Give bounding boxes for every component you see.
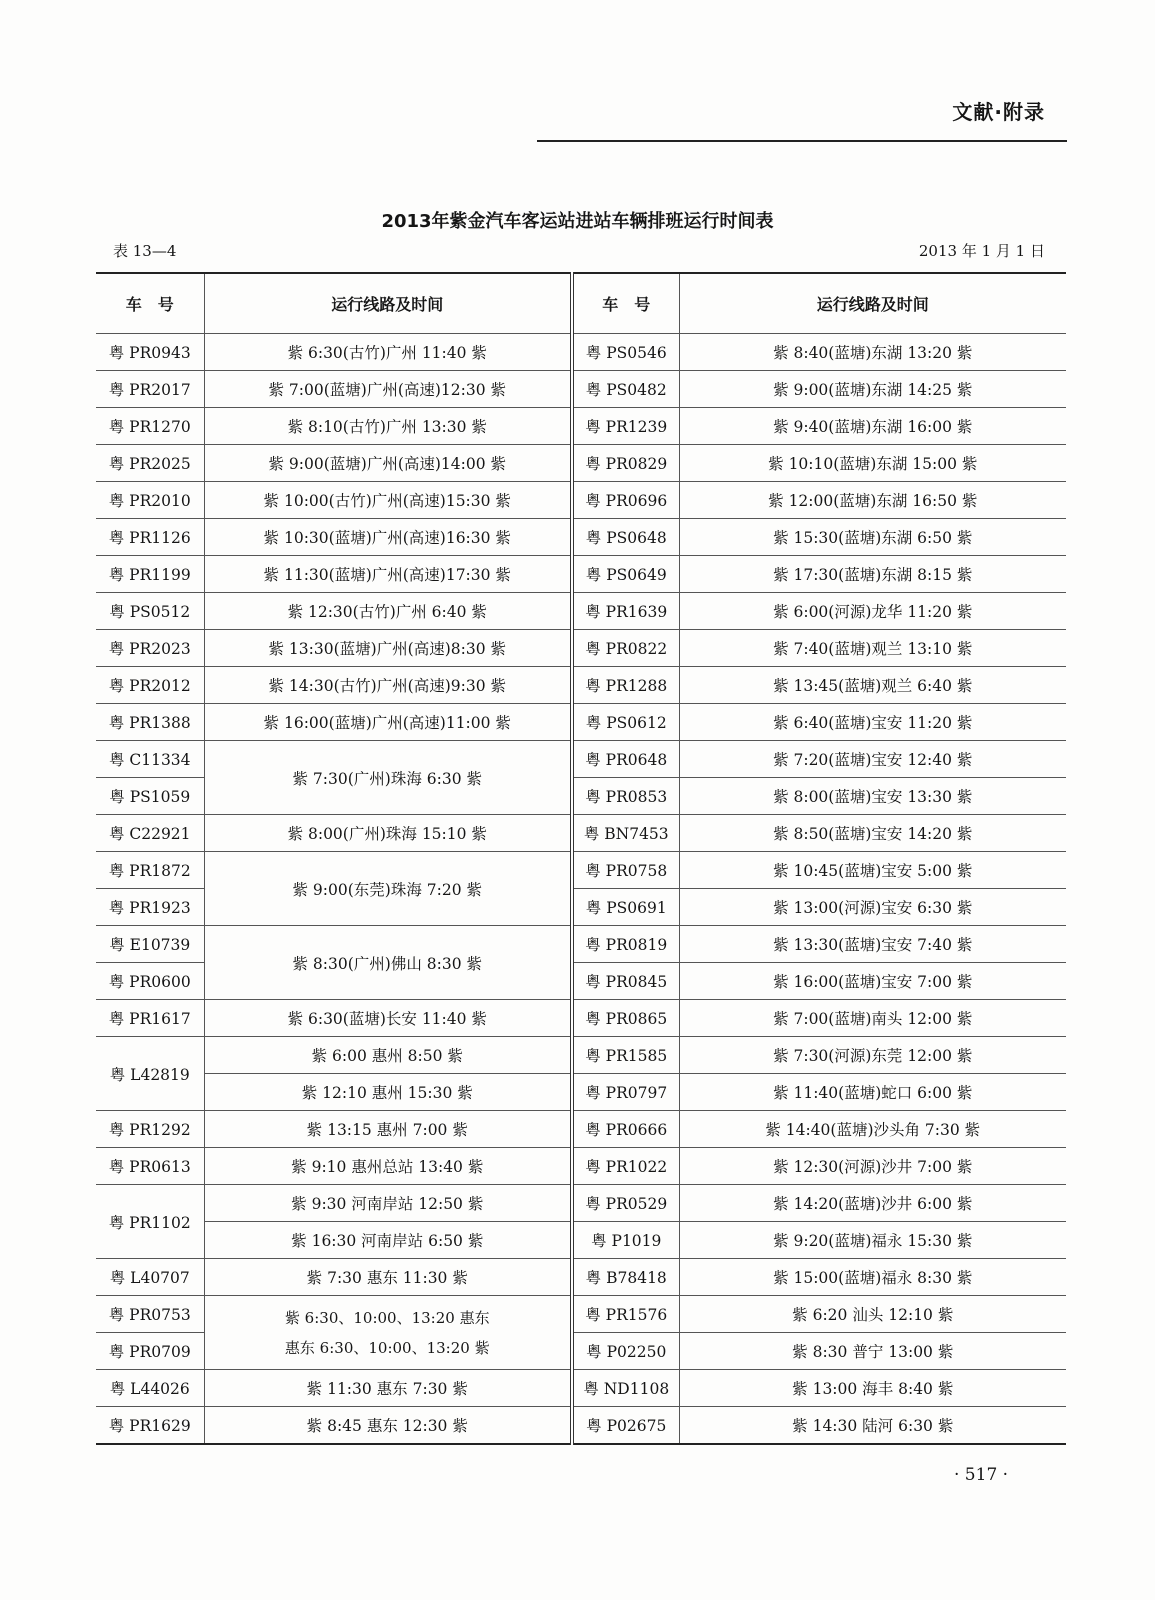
route-cell: 紫 14:20(蓝塘)沙井 6:00 紫 [679,1185,1066,1222]
table-row [96,704,1066,741]
plate-cell: 粤 PR0853 [572,778,679,815]
plate-cell: 粤 PS0648 [572,519,679,556]
table-row [96,556,1066,593]
plate-cell: 粤 PR0753 [96,1296,204,1333]
plate-cell: 粤 PR1199 [96,556,204,593]
plate-cell: 粤 PS1059 [96,778,204,815]
table-row [96,741,1066,778]
route-cell: 紫 10:00(古竹)广州(高速)15:30 紫 [204,482,572,519]
route-cell: 紫 8:40(蓝塘)东湖 13:20 紫 [679,334,1066,371]
route-cell: 紫 14:30 陆河 6:30 紫 [679,1407,1066,1445]
plate-cell: 粤 PR2025 [96,445,204,482]
plate-cell: 粤 C22921 [96,815,204,852]
route-cell: 紫 13:45(蓝塘)观兰 6:40 紫 [679,667,1066,704]
table-row [96,1037,1066,1074]
route-line: 紫 6:30、10:00、13:20 惠东 [284,1308,490,1327]
route-line: 惠东 6:30、10:00、13:20 紫 [284,1338,490,1357]
route-cell: 紫 12:10 惠州 15:30 紫 [204,1074,572,1111]
route-cell: 紫 9:00(蓝塘)东湖 14:25 紫 [679,371,1066,408]
route-cell: 紫 16:00(蓝塘)广州(高速)11:00 紫 [204,704,572,741]
plate-cell: 粤 PR1639 [572,593,679,630]
route-cell: 紫 7:30 惠东 11:30 紫 [204,1259,572,1296]
route-cell: 紫 15:30(蓝塘)东湖 6:50 紫 [679,519,1066,556]
route-cell: 紫 6:30(蓝塘)长安 11:40 紫 [204,1000,572,1037]
route-cell: 紫 8:00(蓝塘)宝安 13:30 紫 [679,778,1066,815]
table-row [96,1222,1066,1259]
route-cell: 紫 15:00(蓝塘)福永 8:30 紫 [679,1259,1066,1296]
plate-cell: 粤 PR1585 [572,1037,679,1074]
plate-cell: 粤 PS0691 [572,889,679,926]
plate-cell: 粤 PR0845 [572,963,679,1000]
route-cell: 紫 8:00(广州)珠海 15:10 紫 [204,815,572,852]
plate-cell: 粤 P1019 [572,1222,679,1259]
plate-cell: 粤 PR0648 [572,741,679,778]
route-cell: 紫 14:30(古竹)广州(高速)9:30 紫 [204,667,572,704]
plate-cell: 粤 L42819 [96,1037,204,1111]
plate-cell: 粤 PR1102 [96,1185,204,1259]
table-row [96,1407,1066,1445]
plate-cell: 粤 PR1617 [96,1000,204,1037]
route-cell: 紫 6:40(蓝塘)宝安 11:20 紫 [679,704,1066,741]
plate-cell: 粤 P02250 [572,1333,679,1370]
plate-cell: 粤 PR1388 [96,704,204,741]
plate-cell: 粤 PR0758 [572,852,679,889]
plate-cell: 粤 PR1292 [96,1111,204,1148]
route-cell: 紫 7:30(广州)珠海 6:30 紫 [204,741,572,815]
route-cell: 紫 7:00(蓝塘)广州(高速)12:30 紫 [204,371,572,408]
plate-cell: 粤 PR1923 [96,889,204,926]
route-cell: 紫 13:30(蓝塘)广州(高速)8:30 紫 [204,630,572,667]
table-row [96,1259,1066,1296]
route-cell: 紫 10:30(蓝塘)广州(高速)16:30 紫 [204,519,572,556]
route-cell: 紫 7:30(河源)东莞 12:00 紫 [679,1037,1066,1074]
plate-cell: 粤 PR1022 [572,1148,679,1185]
route-cell: 紫 14:40(蓝塘)沙头角 7:30 紫 [679,1111,1066,1148]
table-row [96,815,1066,852]
route-cell: 紫 12:30(河源)沙井 7:00 紫 [679,1148,1066,1185]
plate-cell: 粤 PR0797 [572,1074,679,1111]
route-cell: 紫 13:00 海丰 8:40 紫 [679,1370,1066,1407]
route-cell: 紫 8:45 惠东 12:30 紫 [204,1407,572,1445]
plate-cell: 粤 PS0512 [96,593,204,630]
plate-cell: 粤 PR0666 [572,1111,679,1148]
plate-cell: 粤 PR2010 [96,482,204,519]
plate-cell: 粤 PR1270 [96,408,204,445]
route-cell: 紫 12:00(蓝塘)东湖 16:50 紫 [679,482,1066,519]
table-row [96,1370,1066,1407]
table-row [96,593,1066,630]
plate-header: 车 号 [96,273,204,334]
plate-cell: 粤 PR0829 [572,445,679,482]
route-cell: 紫 11:40(蓝塘)蛇口 6:00 紫 [679,1074,1066,1111]
plate-cell: 粤 PR2023 [96,630,204,667]
plate-cell: 粤 PR0943 [96,334,204,371]
table-date: 2013 年 1 月 1 日 [918,242,1045,260]
route-cell: 紫 13:00(河源)宝安 6:30 紫 [679,889,1066,926]
route-cell: 紫 7:20(蓝塘)宝安 12:40 紫 [679,741,1066,778]
route-cell: 紫 8:30 普宁 13:00 紫 [679,1333,1066,1370]
route-cell: 紫 9:20(蓝塘)福永 15:30 紫 [679,1222,1066,1259]
table-row [96,334,1066,371]
header-row [96,273,1066,334]
route-cell: 紫 8:10(古竹)广州 13:30 紫 [204,408,572,445]
plate-cell: 粤 PS0482 [572,371,679,408]
plate-cell: 粤 PR2012 [96,667,204,704]
route-cell: 紫 6:00 惠州 8:50 紫 [204,1037,572,1074]
table-row [96,667,1066,704]
plate-cell: 粤 PR0696 [572,482,679,519]
plate-cell: 粤 PR0822 [572,630,679,667]
route-cell: 紫 16:00(蓝塘)宝安 7:00 紫 [679,963,1066,1000]
plate-cell: 粤 PS0612 [572,704,679,741]
table-row [96,1148,1066,1185]
table-number: 表 13—4 [113,242,177,260]
section-header: 文献·附录 [952,100,1045,124]
table-row [96,852,1066,889]
plate-cell: 粤 PR1288 [572,667,679,704]
route-cell: 紫 13:30(蓝塘)宝安 7:40 紫 [679,926,1066,963]
table-row [96,519,1066,556]
route-cell: 紫 6:30(古竹)广州 11:40 紫 [204,334,572,371]
table-row [96,445,1066,482]
table-row [96,482,1066,519]
plate-cell: 粤 PR1126 [96,519,204,556]
route-cell: 紫 8:30(广州)佛山 8:30 紫 [204,926,572,1000]
plate-cell: 粤 PR0529 [572,1185,679,1222]
route-header: 运行线路及时间 [679,273,1066,334]
table-row [96,371,1066,408]
plate-cell: 粤 BN7453 [572,815,679,852]
table-row [96,1000,1066,1037]
table-title: 2013年紫金汽车客运站进站车辆排班运行时间表 [381,211,774,232]
plate-cell: 粤 L44026 [96,1370,204,1407]
route-header: 运行线路及时间 [204,273,572,334]
route-cell: 紫 11:30 惠东 7:30 紫 [204,1370,572,1407]
table-row [96,630,1066,667]
plate-cell: 粤 PR0709 [96,1333,204,1370]
plate-cell: 粤 PS0546 [572,334,679,371]
plate-cell: 粤 PR1872 [96,852,204,889]
route-cell: 紫 10:10(蓝塘)东湖 15:00 紫 [679,445,1066,482]
plate-cell: 粤 L40707 [96,1259,204,1296]
plate-cell: 粤 PR2017 [96,371,204,408]
plate-cell: 粤 PR0613 [96,1148,204,1185]
route-cell: 紫 16:30 河南岸站 6:50 紫 [204,1222,572,1259]
header-rule [537,140,1067,142]
route-cell: 紫 6:00(河源)龙华 11:20 紫 [679,593,1066,630]
route-cell: 紫 10:45(蓝塘)宝安 5:00 紫 [679,852,1066,889]
plate-cell: 粤 PR1629 [96,1407,204,1445]
table-row [96,408,1066,445]
table-row [96,1111,1066,1148]
table-row [96,926,1066,963]
route-cell: 紫 9:10 惠州总站 13:40 紫 [204,1148,572,1185]
plate-cell: 粤 B78418 [572,1259,679,1296]
plate-cell: 粤 PR1576 [572,1296,679,1333]
route-cell: 紫 9:30 河南岸站 12:50 紫 [204,1185,572,1222]
plate-cell: 粤 P02675 [572,1407,679,1445]
schedule-table [96,272,1066,1445]
plate-cell: 粤 PR1239 [572,408,679,445]
route-cell: 紫 12:30(古竹)广州 6:40 紫 [204,593,572,630]
plate-cell: 粤 E10739 [96,926,204,963]
route-cell: 紫 13:15 惠州 7:00 紫 [204,1111,572,1148]
route-cell: 紫 17:30(蓝塘)东湖 8:15 紫 [679,556,1066,593]
table-row [96,1074,1066,1111]
plate-cell: 粤 PR0865 [572,1000,679,1037]
plate-cell: 粤 PR0600 [96,963,204,1000]
route-cell: 紫 6:20 汕头 12:10 紫 [679,1296,1066,1333]
page-number: · 517 · [954,1465,1009,1485]
route-cell: 紫 9:40(蓝塘)东湖 16:00 紫 [679,408,1066,445]
table-row [96,1185,1066,1222]
route-cell: 紫 7:40(蓝塘)观兰 13:10 紫 [679,630,1066,667]
plate-cell: 粤 PR0819 [572,926,679,963]
route-cell: 紫 7:00(蓝塘)南头 12:00 紫 [679,1000,1066,1037]
route-cell: 紫 11:30(蓝塘)广州(高速)17:30 紫 [204,556,572,593]
plate-cell: 粤 PS0649 [572,556,679,593]
plate-header: 车 号 [572,273,679,334]
plate-cell: 粤 C11334 [96,741,204,778]
plate-cell: 粤 ND1108 [572,1370,679,1407]
route-cell: 紫 9:00(东莞)珠海 7:20 紫 [204,852,572,926]
route-cell: 紫 9:00(蓝塘)广州(高速)14:00 紫 [204,445,572,482]
route-cell [204,1296,572,1370]
table-row [96,1296,1066,1333]
route-cell: 紫 8:50(蓝塘)宝安 14:20 紫 [679,815,1066,852]
